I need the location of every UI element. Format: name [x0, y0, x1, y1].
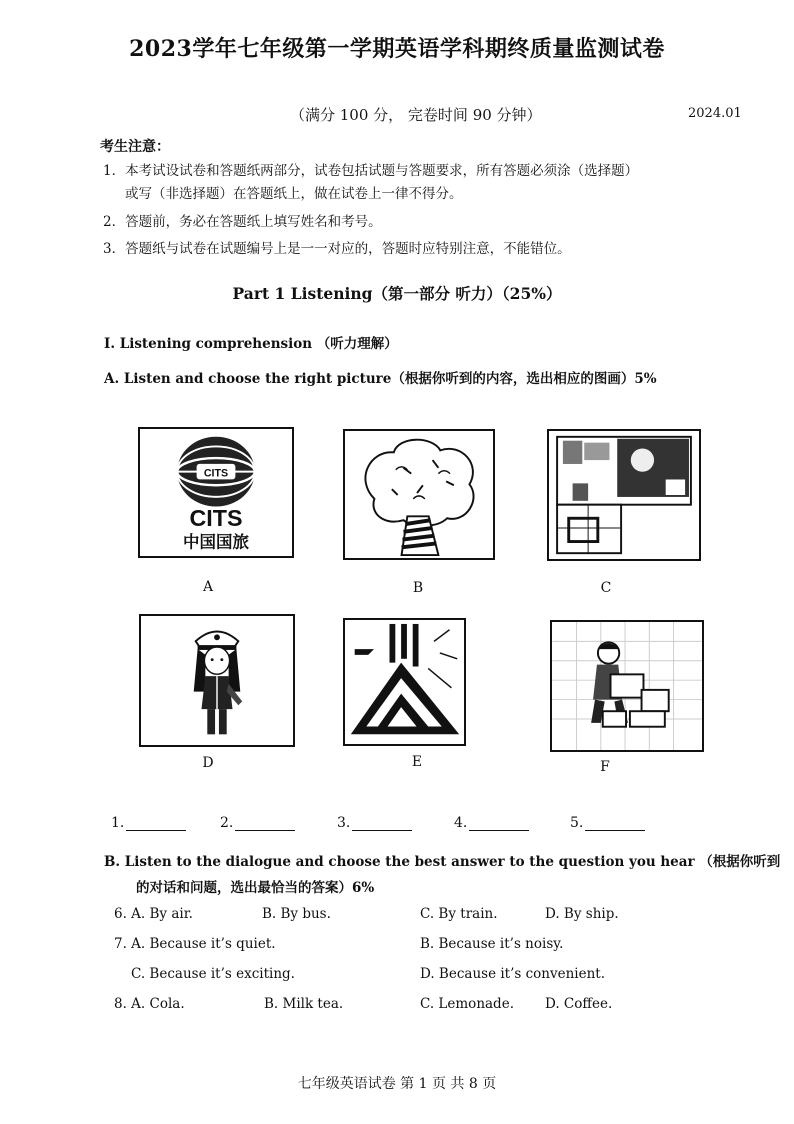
exam-title: 2023学年七年级第一学期英语学科期终质量监测试卷 [129, 36, 665, 62]
part1-title: Part 1 Listening（第一部分 听力）（25%） [232, 284, 562, 303]
q6-option-c: C. By train. [420, 906, 498, 922]
exam-subtitle: （满分 100 分， 完卷时间 90 分钟） [290, 106, 542, 124]
picture-label-d: D [202, 755, 214, 771]
notice-item-1-cont: 或写（非选择题）在答题纸上，做在试卷上一律不得分。 [125, 186, 463, 202]
q6-option-b: B. By bus. [262, 906, 331, 922]
q7-option-d: D. Because it’s convenient. [420, 966, 606, 982]
q8-option-c: C. Lemonade. [420, 996, 514, 1012]
q7-option-c: C. Because it’s exciting. [131, 966, 295, 982]
answer-blank-5[interactable]: 5. [570, 815, 645, 831]
q6-option-d: D. By ship. [545, 906, 619, 922]
picture-e [343, 618, 466, 746]
picture-label-c: C [600, 580, 612, 596]
answer-blank-1[interactable]: 1. [111, 815, 186, 831]
notice-item-3: 3．答题纸与试卷在试题编号上是一一对应的，答题时应特别注意，不能错位。 [103, 241, 571, 257]
picture-a-badge-text: CITS [203, 467, 229, 480]
q8-option-b: B. Milk tea. [264, 996, 344, 1012]
picture-b [343, 429, 495, 560]
notice-item-2: 2．答题前，务必在答题纸上填写姓名和考号。 [103, 214, 382, 230]
picture-a-logo-subtext: 中国国旅 [183, 532, 249, 552]
q7-option-a: 7. A. Because it’s quiet. [114, 936, 276, 952]
picture-c [547, 429, 701, 561]
answer-blank-4[interactable]: 4. [454, 815, 529, 831]
section1-title: I. Listening comprehension （听力理解） [104, 336, 398, 352]
picture-label-b: B [412, 580, 424, 596]
picture-label-f: F [600, 759, 610, 775]
q6-option-a: 6. A. By air. [114, 906, 193, 922]
answer-blank-2[interactable]: 2. [220, 815, 295, 831]
exam-date: 2024.01 [688, 106, 742, 121]
notice-item-1: 1．本考试设试卷和答题纸两部分，试卷包括试题与答题要求，所有答题必须涂（选择题） [103, 163, 639, 179]
sectionA-title: A. Listen and choose the right picture（根据你听到的内容，选出相应的图画）5% [104, 371, 657, 387]
q8-option-d: D. Coffee. [545, 996, 613, 1012]
picture-label-e: E [411, 754, 423, 770]
picture-d [139, 614, 295, 747]
answer-blank-3[interactable]: 3. [337, 815, 412, 831]
picture-f [550, 620, 704, 752]
picture-a-logo-text: CITS [189, 504, 243, 531]
q8-option-a: 8. A. Cola. [114, 996, 185, 1012]
q7-option-b: B. Because it’s noisy. [420, 936, 564, 952]
notice-heading: 考生注意： [100, 139, 170, 155]
sectionB-title-line1: B. Listen to the dialogue and choose the best answer to the question you hear （根据你听到 [104, 854, 781, 870]
picture-a [138, 427, 294, 558]
picture-label-a: A [202, 579, 214, 595]
page-footer: 七年级英语试卷 第 1 页 共 8 页 [297, 1076, 497, 1092]
sectionB-title-line2: 的对话和问题，选出最恰当的答案）6% [136, 880, 375, 896]
